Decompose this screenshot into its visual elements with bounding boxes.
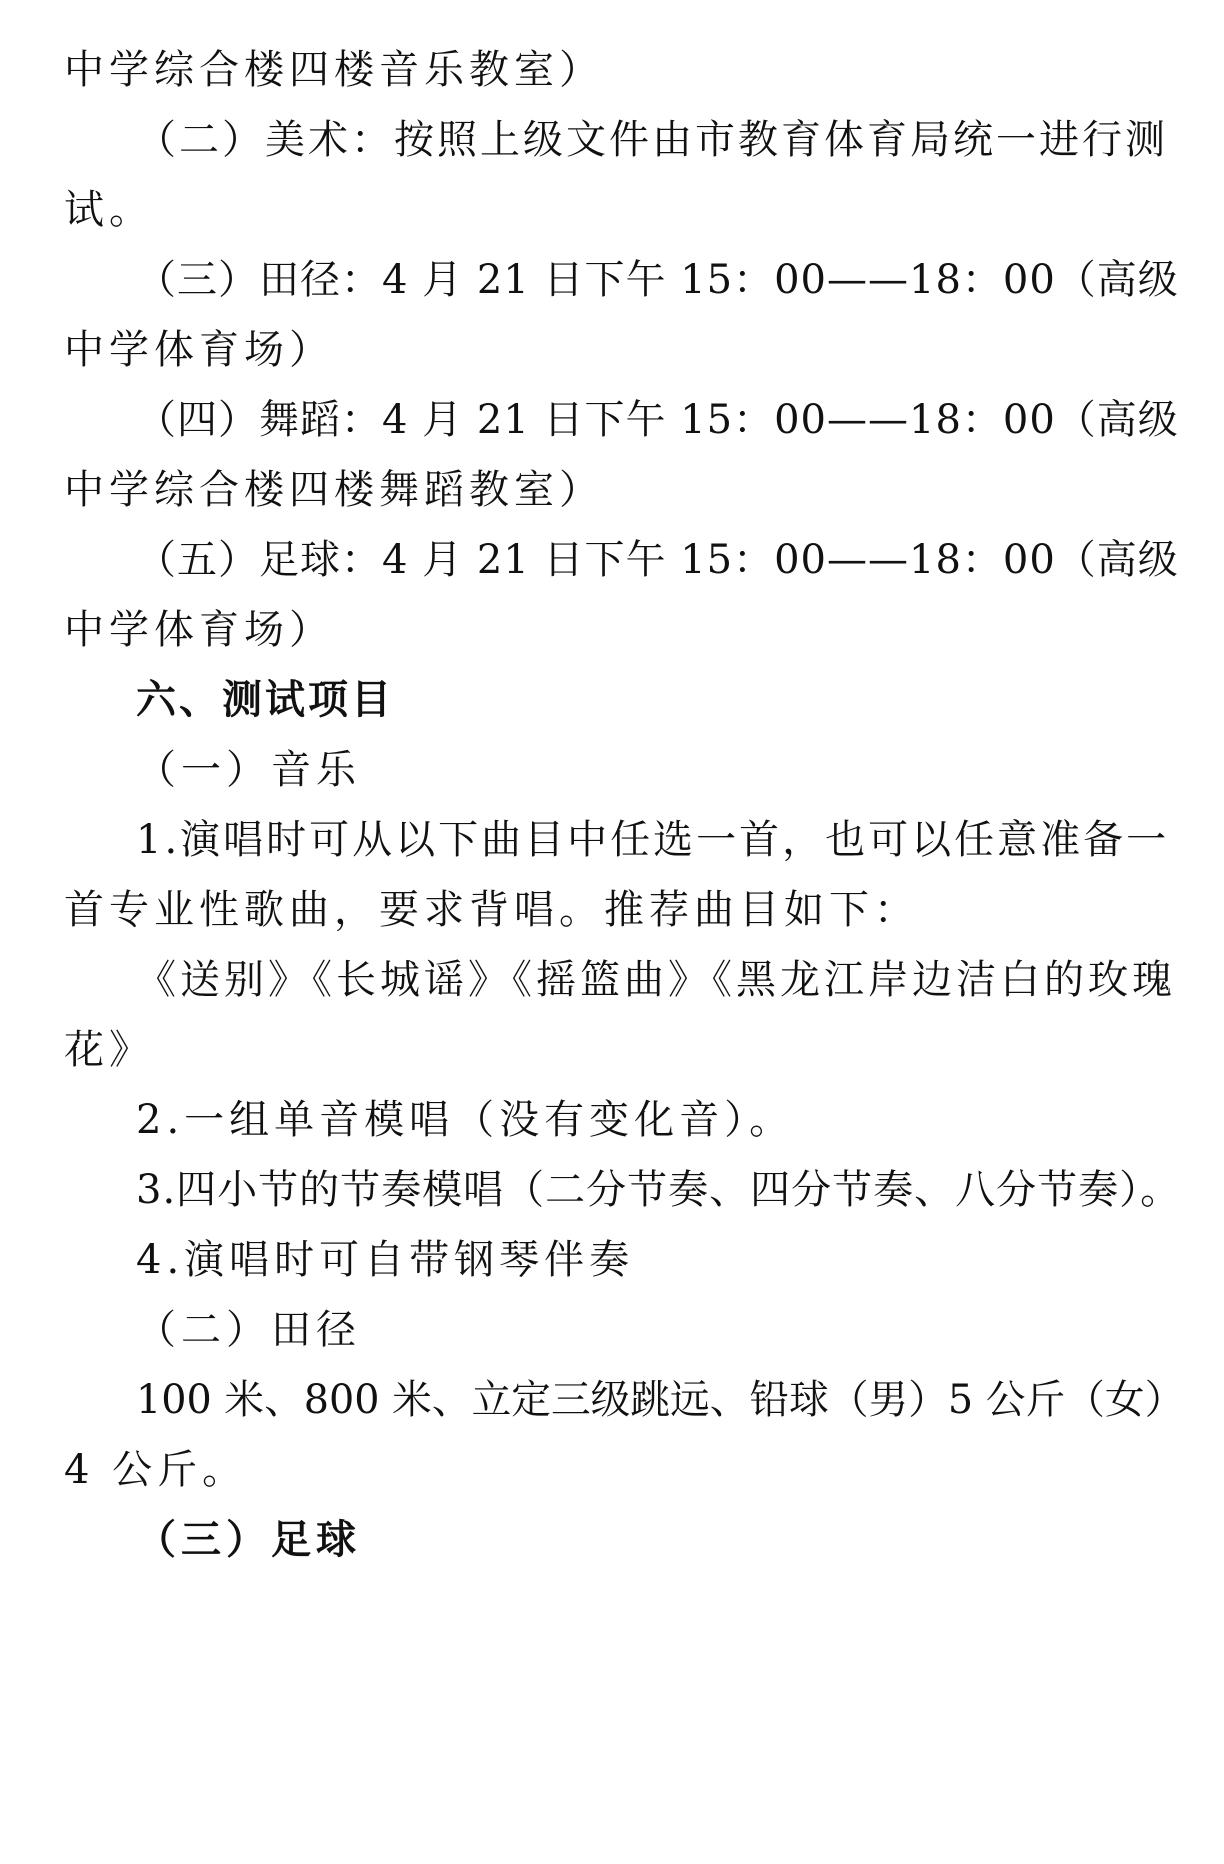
text-line: （二）美术：按照上级文件由市教育体育局统一进行测: [136, 117, 1168, 163]
section-heading: 六、测试项目: [136, 677, 394, 723]
text-line: 试。: [64, 187, 154, 233]
text-line: 4 公斤。: [64, 1447, 248, 1493]
text-line: （四）舞蹈：4 月 21 日下午 15：00——18：00（高级: [136, 397, 1179, 443]
subsection-heading: （一）音乐: [136, 747, 361, 793]
text-line: 100 米、800 米、立定三级跳远、铅球（男）5 公斤（女）: [136, 1377, 1185, 1423]
subsection-heading: （二）田径: [136, 1307, 361, 1353]
text-line: （五）足球：4 月 21 日下午 15：00——18：00（高级: [136, 537, 1179, 583]
text-line: （三）田径：4 月 21 日下午 15：00——18：00（高级: [136, 257, 1179, 303]
text-line: 3.四小节的节奏模唱（二分节奏、四分节奏、八分节奏）。: [136, 1167, 1182, 1213]
text-line: 花》: [64, 1027, 154, 1073]
text-line: 1.演唱时可从以下曲目中任选一首，也可以任意准备一: [136, 817, 1170, 863]
text-line: 4.演唱时可自带钢琴伴奏: [136, 1237, 635, 1283]
text-line: 中学综合楼四楼舞蹈教室）: [64, 467, 604, 513]
text-line: 《送别》《长城谣》《摇篮曲》《黑龙江岸边洁白的玫瑰: [136, 957, 1176, 1003]
text-line: 中学体育场）: [64, 327, 334, 373]
text-line: 中学综合楼四楼音乐教室）: [64, 47, 604, 93]
subsection-heading: （三）足球: [136, 1517, 361, 1563]
text-line: 首专业性歌曲，要求背唱。推荐曲目如下：: [64, 887, 919, 933]
text-line: 2.一组单音模唱（没有变化音）。: [136, 1097, 795, 1143]
text-line: 中学体育场）: [64, 607, 334, 653]
